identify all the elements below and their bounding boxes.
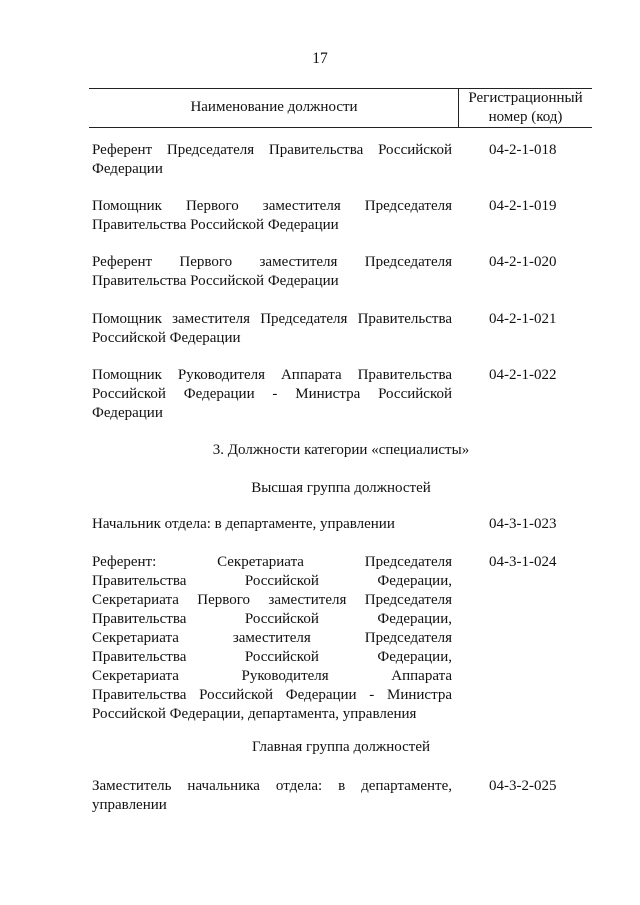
name-line: Правительства Российской Федерации - Министра: [92, 687, 452, 703]
position-name-multiline: [92, 553, 452, 724]
position-code: 04-2-1-022: [489, 367, 557, 383]
name-line: Российской Федерации, департамента, управления: [92, 706, 417, 722]
position-name: Начальник отдела: в департаменте, управлении: [92, 516, 395, 532]
name-line: Секретариата Первого заместителя Председателя: [92, 592, 452, 608]
position-code: 04-3-1-024: [489, 554, 557, 570]
header-position-name: Наименование должности: [190, 99, 358, 115]
position-code: 04-2-1-021: [489, 311, 557, 327]
position-name: Референт Первого заместителя Председателя Правительства Российской Федерации: [92, 254, 452, 289]
position-name: Помощник Руководителя Аппарата Правительства Российской Федерации - Министра Российской Федерации: [92, 367, 452, 421]
name-line: Правительства Российской Федерации,: [92, 649, 452, 665]
header-code-line1: Регистрационный: [468, 90, 583, 106]
position-code: 04-3-2-025: [489, 778, 557, 794]
position-name: Референт Председателя Правительства Российской Федерации: [92, 142, 452, 177]
header-rule-bottom: [89, 127, 592, 128]
position-code: 04-3-1-023: [489, 516, 557, 532]
position-name: Заместитель начальника отдела: в департаменте, управлении: [92, 778, 452, 813]
position-code: 04-2-1-018: [489, 142, 557, 158]
page-number: 17: [312, 50, 328, 67]
group-heading-high: Высшая группа должностей: [251, 480, 431, 496]
header-code-line2: номер (код): [488, 109, 563, 125]
position-code: 04-2-1-020: [489, 254, 557, 270]
header-registration-code: [459, 89, 592, 127]
name-line: Секретариата Руководителя Аппарата: [92, 668, 452, 684]
name-line: Правительства Российской Федерации,: [92, 611, 452, 627]
position-name: Помощник Первого заместителя Председателя Правительства Российской Федерации: [92, 198, 452, 233]
section-title: 3. Должности категории «специалисты»: [212, 442, 470, 458]
position-name: Помощник заместителя Председателя Правительства Российской Федерации: [92, 311, 452, 346]
name-line: Секретариата заместителя Председателя: [92, 630, 452, 646]
position-code: 04-2-1-019: [489, 198, 557, 214]
group-heading-main: Главная группа должностей: [251, 739, 431, 755]
name-line: Референт: Секретариата Председателя: [92, 554, 452, 570]
name-line: Правительства Российской Федерации,: [92, 573, 452, 589]
